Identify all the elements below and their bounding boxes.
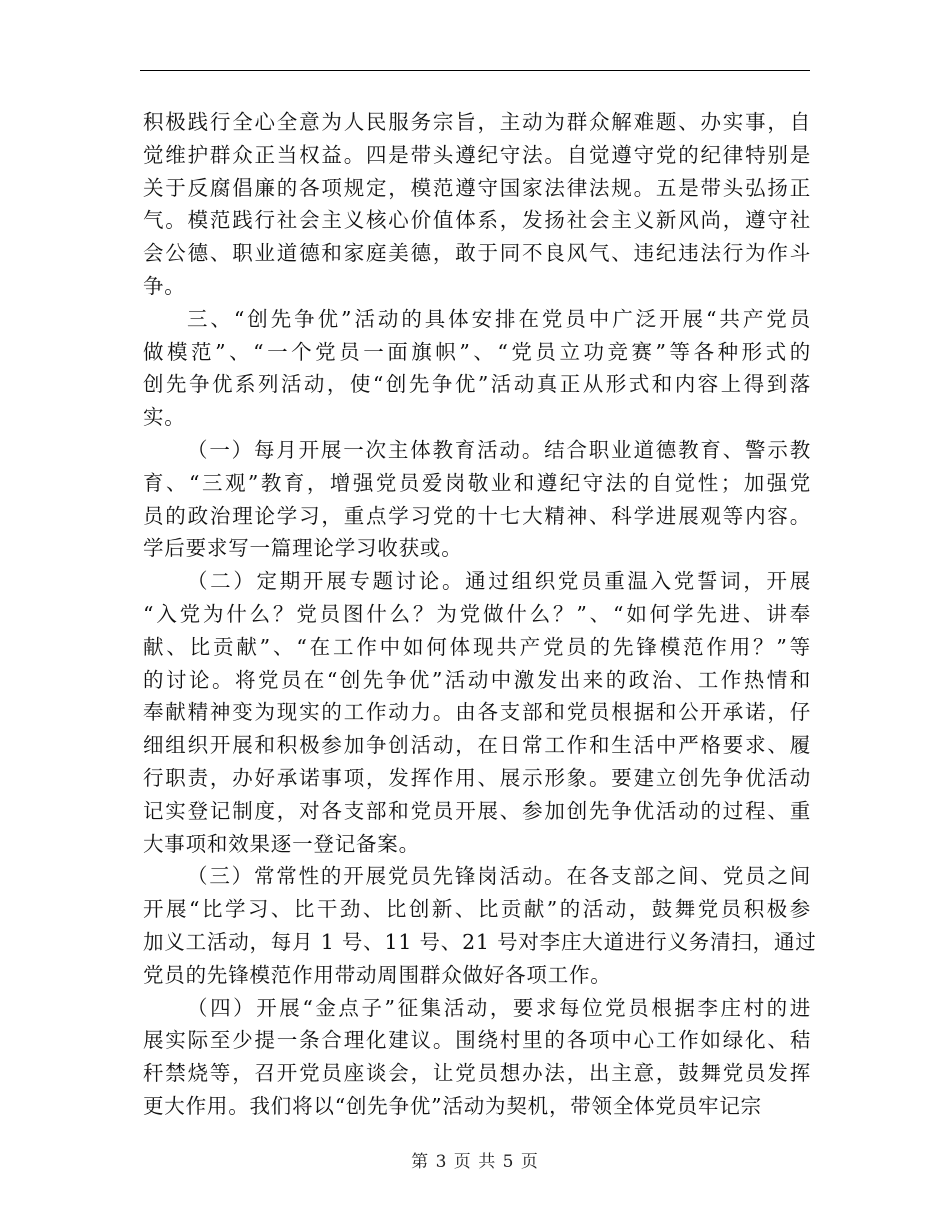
paragraph <box>143 860 817 991</box>
paragraph-line: 育、“三观”教育，增强党员爱岗敬业和遵纪守法的自觉性；加强党 <box>143 470 811 495</box>
paragraph-line: 秆禁烧等，召开党员座谈会，让党员想办法，出主意，鼓舞党员发挥 <box>143 1061 811 1086</box>
paragraph <box>143 303 811 434</box>
paragraph-line: 三、“创先争优”活动的具体安排在党员中广泛开展“共产党员 <box>187 306 811 331</box>
paragraph-line: 更大作用。我们将以“创先争优”活动为契机，带领全体党员牢记宗 <box>143 1093 762 1118</box>
paragraph-line: 积极践行全心全意为人民服务宗旨，主动为群众解难题、办实事，自 <box>143 110 811 134</box>
paragraph-line: （二）定期开展专题讨论。通过组织党员重温入党誓词，开展 <box>187 569 811 594</box>
document-body <box>143 106 817 1123</box>
paragraph-line: 实。 <box>143 405 186 430</box>
paragraph-line: 关于反腐倡廉的各项规定，模范遵守国家法律法规。五是带头弘扬正 <box>143 175 811 200</box>
paragraph-line: 开展“比学习、比干劲、比创新、比贡献”的活动，鼓舞党员积极参 <box>143 897 811 922</box>
paragraph-line: 展实际至少提一条合理化建议。围绕村里的各项中心工作如绿化、秸 <box>143 1028 811 1053</box>
paragraph-line: （一）每月开展一次主体教育活动。结合职业道德教育、警示教 <box>187 437 811 462</box>
header-rule <box>140 70 810 71</box>
paragraph-line: 做模范”、“一个党员一面旗帜”、“党员立功竞赛”等各种形式的 <box>143 339 811 364</box>
paragraph-line: 加义工活动，每月 1 号、11 号、21 号对李庄大道进行义务清扫，通过 <box>143 929 817 954</box>
paragraph-line: 行职责，办好承诺事项，发挥作用、展示形象。要建立创先争优活动 <box>143 765 811 790</box>
paragraph-line: （四）开展“金点子”征集活动，要求每位党员根据李庄村的进 <box>187 995 811 1020</box>
paragraph-line: 细组织开展和积极参加争创活动，在日常工作和生活中严格要求、履 <box>143 733 811 758</box>
paragraph-line: 奉献精神变为现实的工作动力。由各支部和党员根据和公开承诺，仔 <box>143 700 811 725</box>
paragraph-line: 气。模范践行社会主义核心价值体系，发扬社会主义新风尚，遵守社 <box>143 208 811 233</box>
paragraph-line: 党员的先锋模范作用带动周围群众做好各项工作。 <box>143 962 612 987</box>
page-number-footer: 第 3 页 共 5 页 <box>411 1152 539 1172</box>
paragraph-line: 员的政治理论学习，重点学习党的十七大精神、科学进展观等内容。 <box>143 503 811 528</box>
paragraph <box>143 992 811 1123</box>
paragraph-line: 觉维护群众正当权益。四是带头遵纪守法。自觉遵守党的纪律特别是 <box>143 142 811 167</box>
paragraph-line: 大事项和效果逐一登记备案。 <box>143 831 420 856</box>
paragraph-line: 记实登记制度，对各支部和党员开展、参加创先争优活动的过程、重 <box>143 798 811 823</box>
paragraph-line: 会公德、职业道德和家庭美德，敢于同不良风气、违纪违法行为作斗 <box>143 241 811 266</box>
paragraph-line: 献、比贡献”、“在工作中如何体现共产党员的先锋模范作用？”等 <box>143 634 811 659</box>
paragraph-line: 争。 <box>143 273 186 298</box>
paragraph-line: 的讨论。将党员在“创先争优”活动中激发出来的政治、工作热情和 <box>143 667 811 692</box>
paragraph-line: 创先争优系列活动，使“创先争优”活动真正从形式和内容上得到落 <box>143 372 811 397</box>
paragraph <box>143 106 811 303</box>
paragraph-line: （三）常常性的开展党员先锋岗活动。在各支部之间、党员之间 <box>187 864 811 889</box>
paragraph <box>143 565 811 860</box>
paragraph <box>143 434 811 565</box>
paragraph-line: 学后要求写一篇理论学习收获或。 <box>143 536 463 561</box>
paragraph-line: “入党为什么？党员图什么？为党做什么？”、“如何学先进、讲奉 <box>143 601 811 626</box>
